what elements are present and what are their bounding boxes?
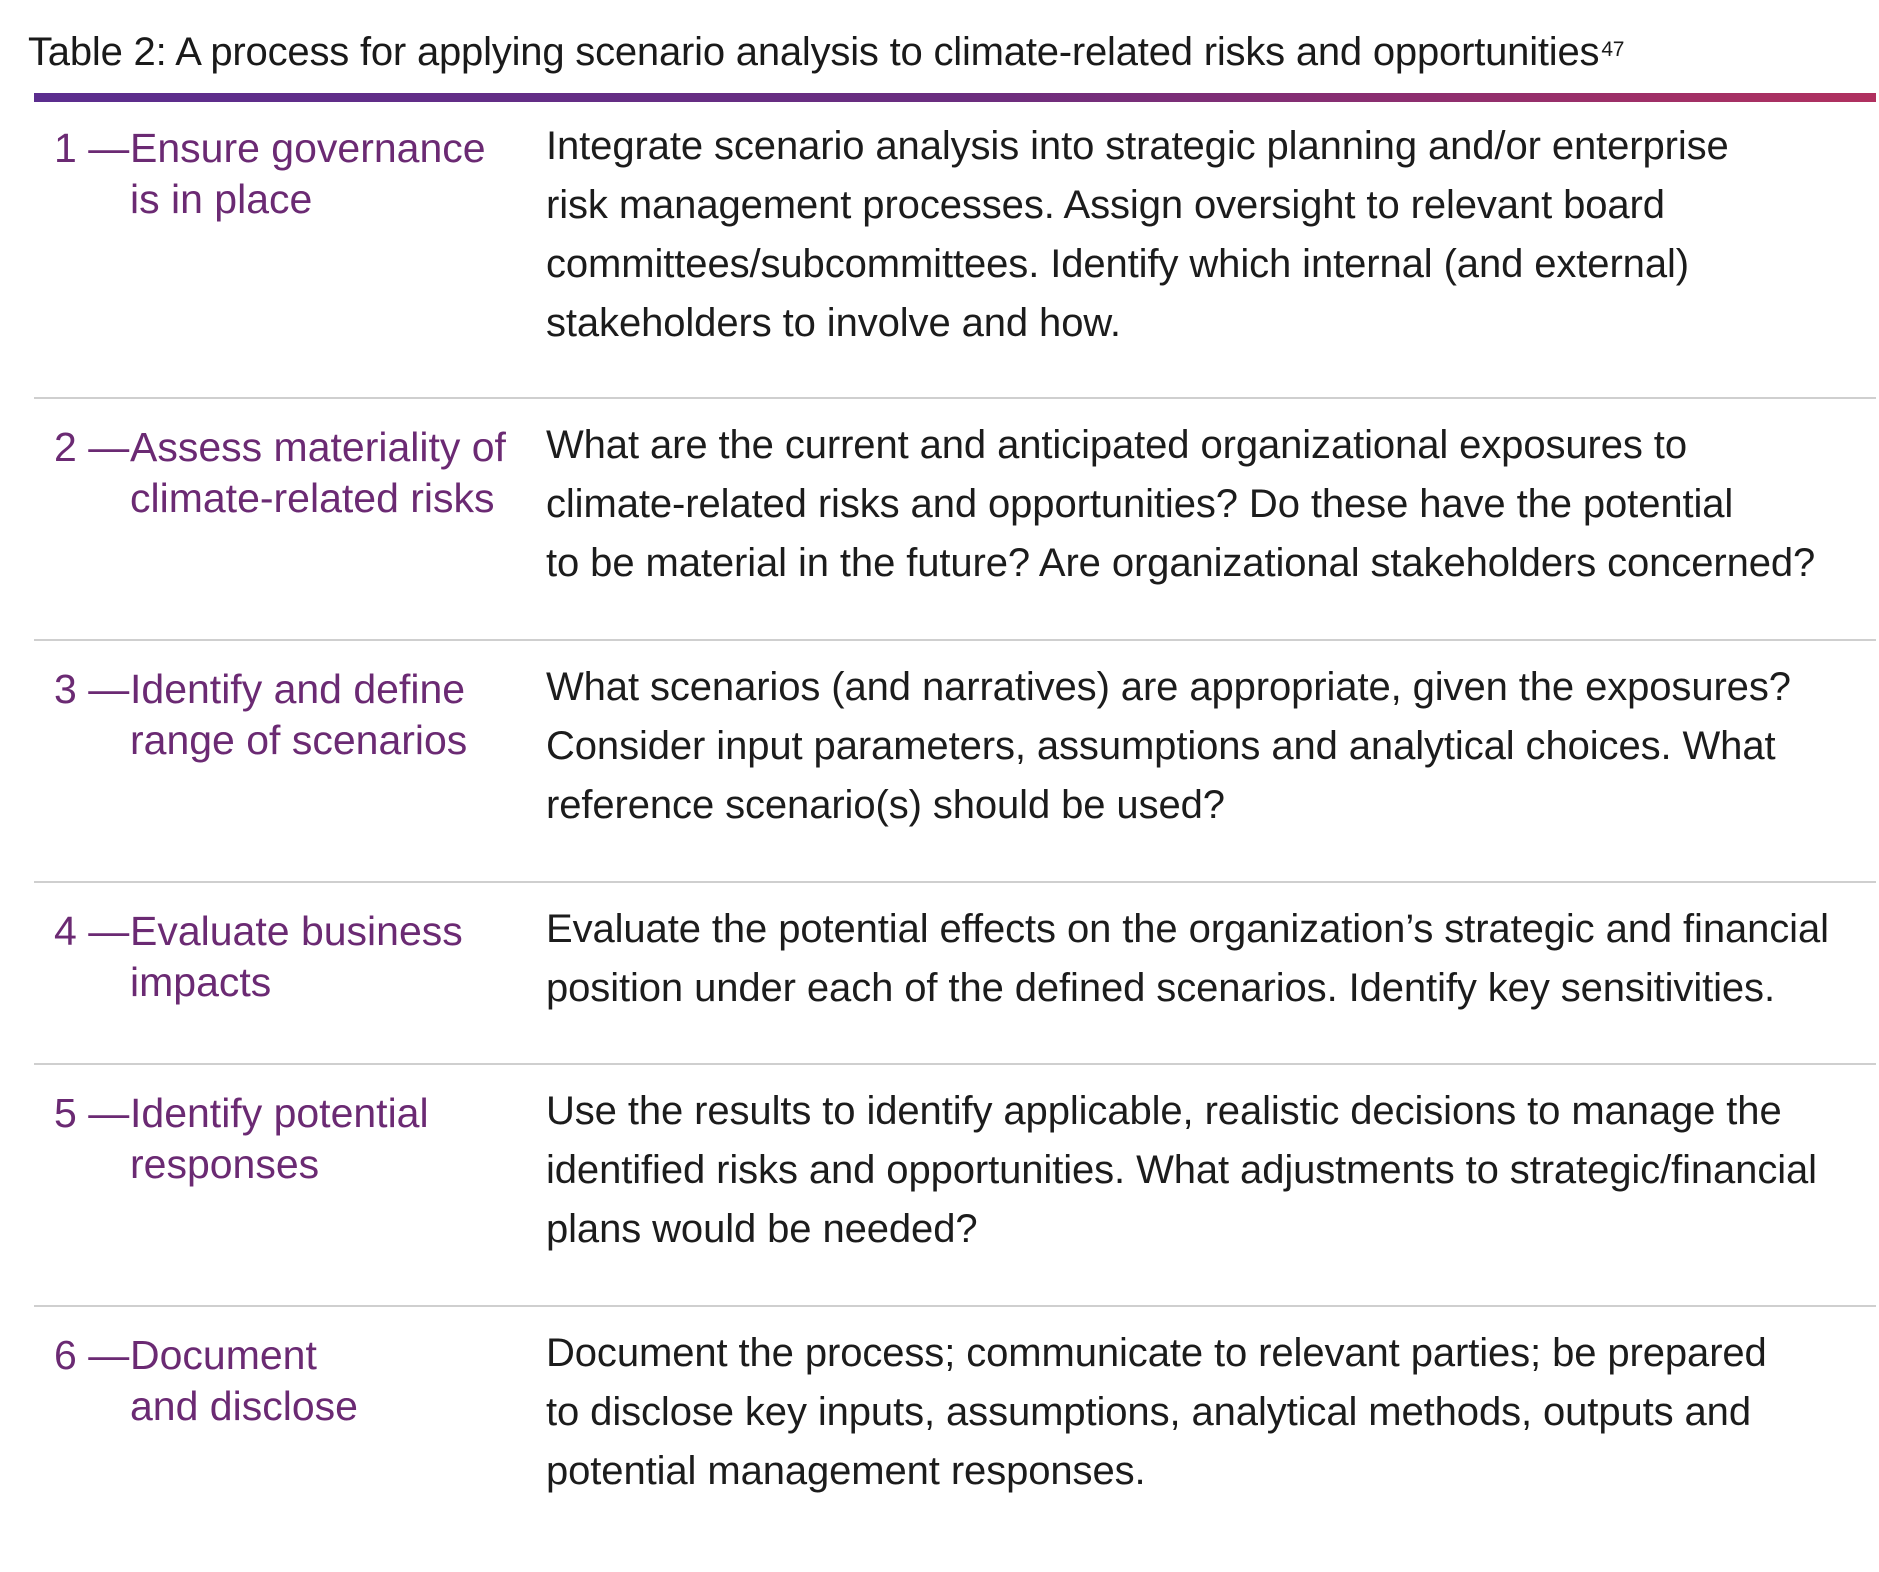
description-line: to disclose key inputs, assumptions, analytical methods, outputs and bbox=[546, 1390, 1751, 1434]
step-label bbox=[130, 1088, 550, 1190]
row-divider bbox=[34, 639, 1876, 641]
step-number: 3 — bbox=[54, 666, 130, 712]
description-line: to be material in the future? Are organizational stakeholders concerned? bbox=[546, 541, 1816, 585]
step-description-6 bbox=[546, 1324, 1876, 1501]
step-label-line: is in place bbox=[130, 176, 313, 222]
step-description-3 bbox=[546, 658, 1876, 835]
step-number: 5 — bbox=[54, 1090, 130, 1136]
row-divider bbox=[34, 881, 1876, 883]
table-title-text: Table 2: A process for applying scenario analysis to climate-related risks and opportunities bbox=[28, 30, 1600, 74]
step-label-line: climate-related risks bbox=[130, 475, 495, 521]
description-line: Integrate scenario analysis into strategic planning and/or enterprise bbox=[546, 124, 1729, 168]
step-label-line: responses bbox=[130, 1141, 320, 1187]
description-line: position under each of the defined scenarios. Identify key sensitivities. bbox=[546, 966, 1775, 1010]
step-label-line: range of scenarios bbox=[130, 717, 468, 763]
description-line: Consider input parameters, assumptions and analytical choices. What bbox=[546, 724, 1776, 768]
step-label-line: Document bbox=[130, 1332, 317, 1378]
step-label bbox=[130, 123, 550, 225]
description-line: committees/subcommittees. Identify which internal (and external) bbox=[546, 242, 1689, 286]
step-label-line: Assess materiality of bbox=[130, 424, 506, 470]
step-label-line: Ensure governance bbox=[130, 125, 486, 171]
step-number: 4 — bbox=[54, 908, 130, 954]
row-divider bbox=[34, 1305, 1876, 1307]
step-description-5 bbox=[546, 1082, 1876, 1259]
step-label-line: Identify potential bbox=[130, 1090, 429, 1136]
table-title bbox=[28, 26, 1624, 78]
description-line: risk management processes. Assign oversight to relevant board bbox=[546, 183, 1665, 227]
step-label bbox=[130, 906, 550, 1008]
description-line: stakeholders to involve and how. bbox=[546, 301, 1121, 345]
step-label-line: Identify and define bbox=[130, 666, 466, 712]
step-label-line: and disclose bbox=[130, 1383, 358, 1429]
description-line: potential management responses. bbox=[546, 1449, 1146, 1493]
step-label-line: impacts bbox=[130, 959, 272, 1005]
step-number: 2 — bbox=[54, 424, 130, 470]
step-number: 1 — bbox=[54, 125, 130, 171]
description-line: plans would be needed? bbox=[546, 1207, 978, 1251]
description-line: Use the results to identify applicable, realistic decisions to manage the bbox=[546, 1089, 1782, 1133]
row-divider bbox=[34, 1063, 1876, 1065]
title-gradient-rule bbox=[34, 93, 1876, 102]
description-line: Evaluate the potential effects on the organization’s strategic and financial bbox=[546, 907, 1829, 951]
step-label bbox=[130, 1330, 550, 1432]
description-line: Document the process; communicate to relevant parties; be prepared bbox=[546, 1331, 1767, 1375]
step-label bbox=[130, 422, 550, 524]
step-label bbox=[130, 664, 550, 766]
description-line: climate-related risks and opportunities? Do these have the potential bbox=[546, 482, 1734, 526]
step-description-1 bbox=[546, 117, 1876, 353]
description-line: reference scenario(s) should be used? bbox=[546, 783, 1225, 827]
description-line: What are the current and anticipated organizational exposures to bbox=[546, 423, 1687, 467]
step-number: 6 — bbox=[54, 1332, 130, 1378]
description-line: What scenarios (and narratives) are appropriate, given the exposures? bbox=[546, 665, 1791, 709]
description-line: identified risks and opportunities. What adjustments to strategic/financial bbox=[546, 1148, 1817, 1192]
step-description-2 bbox=[546, 416, 1876, 593]
step-label-line: Evaluate business bbox=[130, 908, 463, 954]
row-divider bbox=[34, 397, 1876, 399]
step-description-4 bbox=[546, 900, 1876, 1018]
footnote-reference: 47 bbox=[1601, 38, 1625, 61]
